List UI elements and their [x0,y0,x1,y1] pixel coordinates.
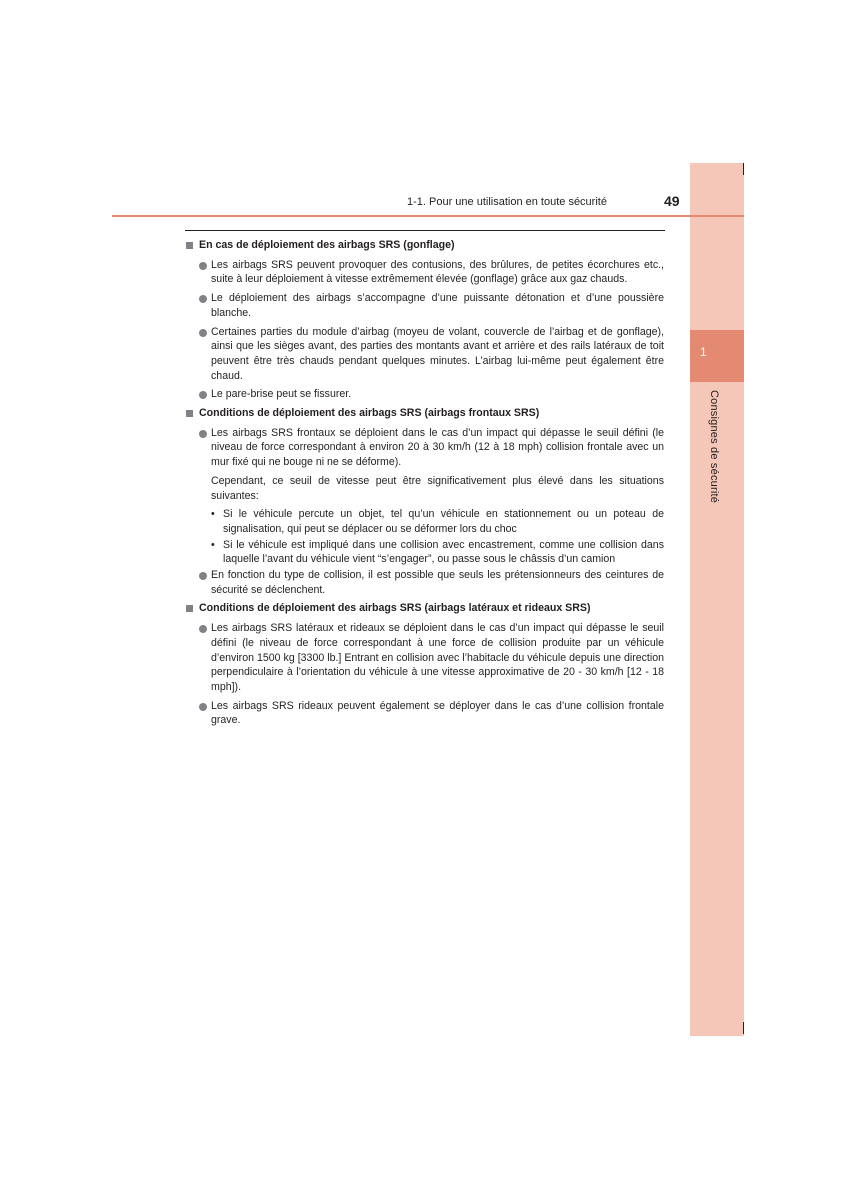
crop-mark-bottom [743,1022,744,1034]
list-item: Le déploiement des airbags s’accompagne d’une puissante détonation et d’une poussière blanche. [186,291,664,320]
content-top-rule [185,230,665,231]
chapter-title: Consignes de sécurité [708,390,720,504]
list-item: Le pare-brise peut se fissurer. [186,387,664,402]
list-item: Les airbags SRS rideaux peuvent également se déployer dans le cas d’une collision frontale grave. [186,699,664,728]
list-item: Certaines parties du module d’airbag (moyeu de volant, couvercle de l’airbag et de gonflage), ainsi que les sièges avant, des parties des montants avant et arrière et des rails latéraux de toit peuvent être très chauds pendant quelques minutes. L’airbag lui-même peut également être chaud. [186,325,664,384]
chapter-number: 1 [700,345,707,359]
round-bullet-icon [199,391,207,399]
list-item: En fonction du type de collision, il est possible que seuls les prétensionneurs des ceintures de sécurité se déclenchent. [186,568,664,597]
chapter-number-box [690,330,744,382]
running-header: 1-1. Pour une utilisation en toute sécurité [407,196,607,208]
sub-list-item: • Si le véhicule percute un objet, tel qu’un véhicule en stationnement ou un poteau de signalisation, qui peut se déplacer ou se déformer lors du choc [211,508,664,535]
square-bullet-icon [186,410,193,417]
section-heading: En cas de déploiement des airbags SRS (gonflage) [186,238,664,253]
round-bullet-icon [199,262,207,270]
round-bullet-icon [199,295,207,303]
round-bullet-icon [199,572,207,580]
list-item: Les airbags SRS latéraux et rideaux se déploient dans le cas d’un impact qui dépasse le seuil défini (le niveau de force correspondant à une force de collision produite par un véhicule d’environ 1500 kg [3300 lb.] Entrant en collision avec l’habitacle du véhicule depuis une direction perpendiculaire à l’orientation du véhicule à une vitesse approximative de 20 - 30 km/h [12 - 18 mph]). [186,621,664,695]
section-heading: Conditions de déploiement des airbags SRS (airbags latéraux et rideaux SRS) [186,601,664,616]
paragraph: Cependant, ce seuil de vitesse peut être significativement plus élevé dans les situations suivantes: [211,474,664,502]
dot-marker-icon: • [211,538,215,551]
list-item: Les airbags SRS peuvent provoquer des contusions, des brûlures, de petites écorchures etc., suite à leur déploiement à vitesse extrêmement élevée (gonflage) grâce aux gaz chauds. [186,258,664,287]
header-rule [112,215,744,217]
crop-mark-top [743,163,744,175]
page-number: 49 [664,193,680,209]
round-bullet-icon [199,430,207,438]
chapter-side-tab [690,163,744,1036]
page-content [186,238,664,732]
list-item: Les airbags SRS frontaux se déploient dans le cas d’un impact qui dépasse le seuil défini (le niveau de force correspondant à environ 20 à 30 km/h (12 à 18 mph) collision frontale avec un mur fixé qui ne bouge ni ne se déforme). [186,426,664,470]
square-bullet-icon [186,242,193,249]
round-bullet-icon [199,625,207,633]
sub-list-item: • Si le véhicule est impliqué dans une collision avec encastrement, comme une collision dans laquelle l’avant du véhicule vient “s’engager”, ou passe sous le châssis d’un camion [211,538,664,566]
dot-marker-icon: • [211,508,215,521]
round-bullet-icon [199,329,207,337]
square-bullet-icon [186,605,193,612]
section-heading: Conditions de déploiement des airbags SRS (airbags frontaux SRS) [186,406,664,421]
round-bullet-icon [199,703,207,711]
